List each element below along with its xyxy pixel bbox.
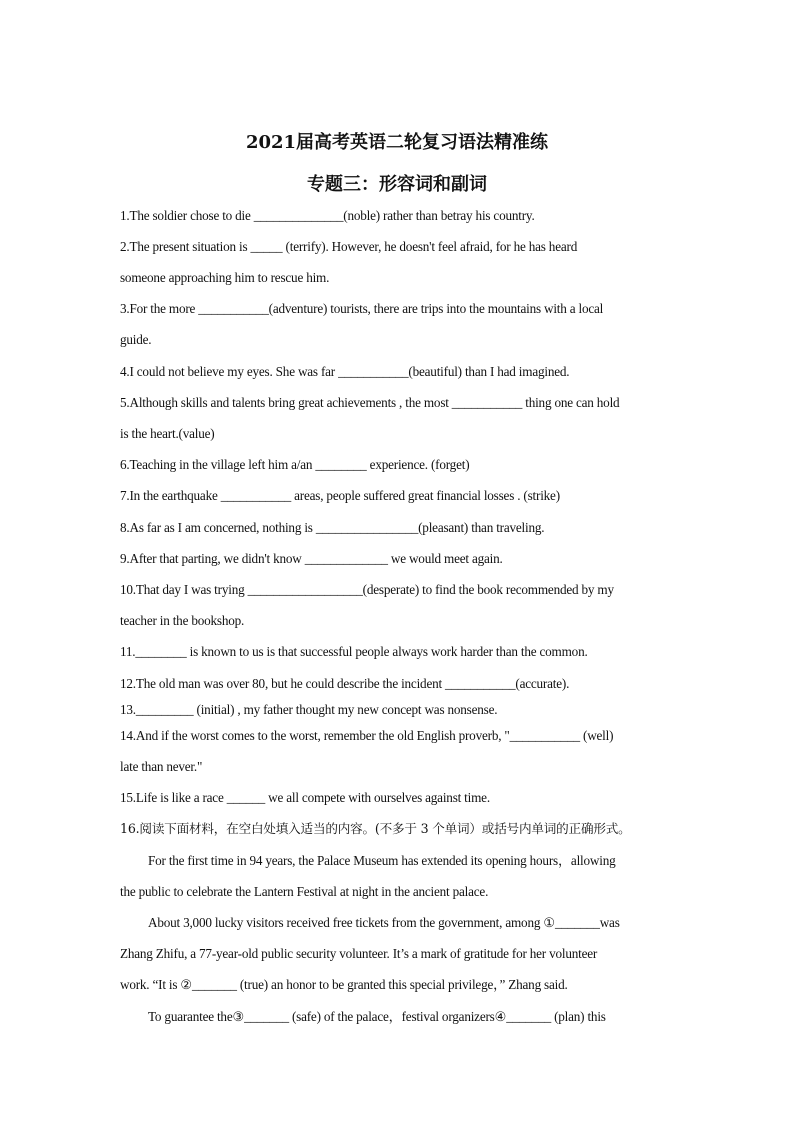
question-10-cont: teacher in the bookshop. — [120, 613, 245, 628]
question-16-instruction: 16.阅读下面材料，在空白处填入适当的内容。(不多于 3 个单词）或括号内单词的正确形式。 — [120, 821, 631, 836]
question-3: 3.For the more ___________(adventure) tourists, there are trips into the mountains with a local — [120, 301, 604, 316]
question-2: 2.The present situation is _____ (terrify). However, he doesn't feel afraid, for he has heard — [120, 239, 578, 254]
question-14: 14.And if the worst comes to the worst, remember the old English proverb, "___________ (well) — [120, 728, 614, 743]
question-5-cont: is the heart.(value) — [120, 426, 215, 441]
question-7: 7.In the earthquake ___________ areas, people suffered great financial losses . (strike) — [120, 488, 560, 503]
question-12: 12.The old man was over 80, but he could describe the incident ___________(accurate). — [120, 676, 570, 691]
question-11: 11.________ is known to us is that successful people always work harder than the common. — [120, 644, 588, 659]
question-1: 1.The soldier chose to die ______________(noble) rather than betray his country. — [120, 208, 535, 223]
passage-line-1: For the first time in 94 years, the Palace Museum has extended its opening hours，allowing — [148, 853, 616, 868]
question-3-cont: guide. — [120, 332, 152, 347]
question-15: 15.Life is like a race ______ we all compete with ourselves against time. — [120, 790, 490, 805]
question-14-cont: late than never." — [120, 759, 203, 774]
question-4: 4.I could not believe my eyes. She was far ___________(beautiful) than I had imagined. — [120, 364, 570, 379]
section-subtitle: 专题三：形容词和副词 — [307, 174, 487, 195]
passage-line-4: Zhang Zhifu, a 77-year-old public security volunteer. It’s a mark of gratitude for her volunteer — [120, 946, 598, 961]
document-title: 2021届高考英语二轮复习语法精准练 — [245, 132, 549, 153]
question-8: 8.As far as I am concerned, nothing is ________________(pleasant) than traveling. — [120, 520, 545, 535]
passage-line-2: the public to celebrate the Lantern Festival at night in the ancient palace. — [120, 884, 489, 899]
question-13: 13._________ (initial) , my father thought my new concept was nonsense. — [120, 702, 498, 717]
question-10: 10.That day I was trying __________________(desperate) to find the book recommended by my — [120, 582, 614, 597]
question-2-cont: someone approaching him to rescue him. — [120, 270, 330, 285]
question-6: 6.Teaching in the village left him a/an ________ experience. (forget) — [120, 457, 470, 472]
question-5: 5.Although skills and talents bring great achievements , the most ___________ thing one can hold — [120, 395, 620, 410]
passage-line-6: To guarantee the③_______ (safe) of the palace，festival organizers④_______ (plan) this — [148, 1009, 606, 1024]
question-9: 9.After that parting, we didn't know _____________ we would meet again. — [120, 551, 503, 566]
passage-line-5: work. “It is ②_______ (true) an honor to be granted this special privilege，” Zhang said. — [120, 977, 568, 992]
passage-line-3: About 3,000 lucky visitors received free tickets from the government, among ①_______was — [148, 915, 620, 930]
